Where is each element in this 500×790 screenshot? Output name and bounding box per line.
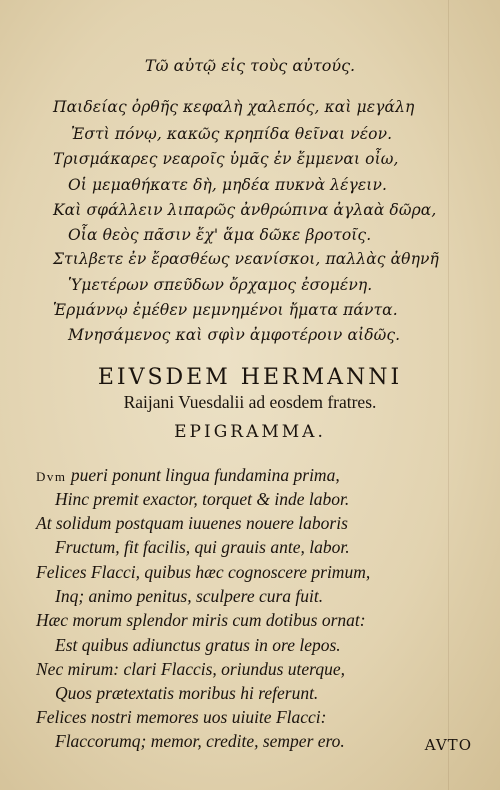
running-head: Τῶ αὐτῷ εἰς τοὺς αὐτούς.: [144, 56, 356, 75]
latin-line-3: At solidum postquam iuuenes nouere laboris: [36, 513, 348, 533]
latin-line-2: Hinc premit exactor, torquet & inde labor.: [55, 489, 350, 509]
latin-line-9: Nec mirum: clari Flaccis, oriundus uterque,: [36, 659, 345, 679]
latin-line-6: Inq; animo penitus, sculpere cura fuit.: [55, 586, 324, 606]
greek-line-3: Τρισμάκαρες νεαροῖς ὑμᾶς ἐν ἔμμεναι οἶω,: [53, 150, 399, 168]
latin-line-8: Est quibus adiunctus gratus in ore lepos.: [55, 635, 341, 655]
latin-line-1-text: pueri ponunt lingua fundamina prima,: [66, 465, 340, 485]
initial-word: Dvm: [36, 469, 67, 484]
heading-author: EIVSDEM HERMANNI: [97, 365, 403, 390]
latin-line-11: Felices nostri memores uos uiuite Flacci:: [36, 707, 327, 727]
greek-line-1: Παιδείας ὀρθῆς κεφαλὴ χαλεπός, καὶ μεγάλη: [53, 98, 415, 116]
greek-line-5: Καὶ σφάλλειν λιπαρῶς ἀνθρώπινα ἀγλαὰ δῶρα,: [53, 201, 437, 219]
latin-line-1: [36, 467, 340, 485]
greek-line-7: Στιλβετε ἐν ἔρασθέως νεανίσκοι, παλλὰς ἀθηνῆ: [53, 250, 439, 268]
latin-line-12: Flaccorumq; memor, credite, semper ero.: [55, 731, 345, 751]
catchword: AVTO: [424, 736, 472, 754]
greek-line-2: Ἐστὶ πόνῳ, κακῶς κρηπίδα θεῖναι νέον.: [71, 125, 393, 143]
latin-line-4: Fructum, fit facilis, qui grauis ante, labor.: [55, 537, 350, 557]
latin-line-10: Quos prætextatis moribus hi referunt.: [55, 683, 319, 703]
greek-line-4: Οἱ μεμαθήκατε δὴ, μηδέα πυκνὰ λέγειν.: [68, 176, 388, 194]
greek-line-6: Οἷα θεὸς πᾶσιν ἔχ' ἅμα δῶκε βροτοῖς.: [68, 226, 372, 244]
latin-line-5: Felices Flacci, quibus hæc cognoscere primum,: [36, 562, 371, 582]
greek-line-10: Μνησάμενος καὶ σφὶν ἀμφοτέροιν αἰδῶς.: [68, 326, 401, 344]
greek-line-9: Ἑρμάννῳ ἐμέθεν μεμνημένοι ἤματα πάντα.: [53, 301, 398, 319]
greek-line-8: Ὑμετέρων σπεῦδων ὄρχαμος ἐσομένη.: [68, 276, 373, 294]
latin-line-7: Hæc morum splendor miris cum dotibus ornat:: [36, 610, 366, 630]
heading-dedication: Raijani Vuesdalii ad eosdem fratres.: [123, 392, 377, 412]
heading-genre: EPIGRAMMA.: [174, 422, 326, 442]
